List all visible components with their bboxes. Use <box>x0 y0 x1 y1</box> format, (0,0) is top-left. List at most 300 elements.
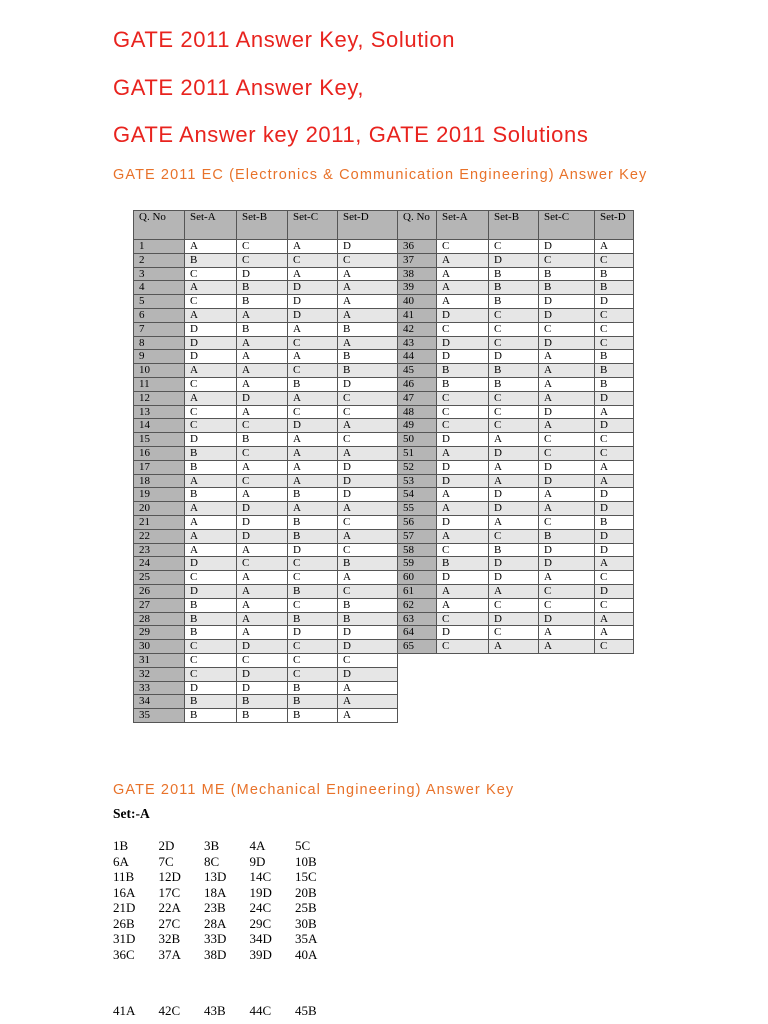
answer-cell: D <box>595 584 634 598</box>
answer-cell: C <box>288 253 338 267</box>
answer-cell: D <box>237 529 288 543</box>
table-row <box>398 460 634 474</box>
answer-cell: D <box>595 391 634 405</box>
answer-cell: C <box>437 612 489 626</box>
answer-cell: C <box>539 322 595 336</box>
answer-cell: C <box>539 446 595 460</box>
answer-cell: D <box>437 474 489 488</box>
answer-row <box>113 931 341 947</box>
answer-cell: D <box>185 557 237 571</box>
answer-cell: B <box>185 695 237 709</box>
answer-cell: A <box>288 460 338 474</box>
answer-cell: C <box>288 336 338 350</box>
answer-item: 23B <box>204 900 226 915</box>
answer-item: 3B <box>204 838 220 853</box>
answer-cell: B <box>539 281 595 295</box>
question-number-cell: 61 <box>398 584 437 598</box>
answer-cell: A <box>288 474 338 488</box>
ec-answer-table-right <box>397 210 634 654</box>
answer-cell: B <box>539 529 595 543</box>
answer-cell: B <box>437 377 489 391</box>
answer-cell: B <box>489 377 539 391</box>
answer-row <box>113 854 341 870</box>
answer-cell: A <box>338 446 398 460</box>
answer-cell: A <box>539 488 595 502</box>
answer-cell: D <box>437 626 489 640</box>
question-number-cell: 15 <box>134 433 185 447</box>
answer-cell: D <box>539 308 595 322</box>
answer-cell: A <box>539 350 595 364</box>
answer-cell: A <box>595 460 634 474</box>
column-header: Q. No <box>134 211 185 240</box>
answer-cell: A <box>539 502 595 516</box>
answer-cell: A <box>338 529 398 543</box>
answer-cell: A <box>595 405 634 419</box>
answer-cell: A <box>237 584 288 598</box>
answer-cell: C <box>185 640 237 654</box>
heading-answer-key-solutions: GATE Answer key 2011, GATE 2011 Solutions <box>113 122 589 147</box>
answer-cell: B <box>595 267 634 281</box>
answer-item: 25B <box>295 900 317 915</box>
answer-cell: A <box>237 460 288 474</box>
question-number-cell: 28 <box>134 612 185 626</box>
answer-cell: A <box>237 308 288 322</box>
table-row <box>398 529 634 543</box>
table-row <box>398 281 634 295</box>
answer-cell: A <box>489 640 539 654</box>
answer-cell: A <box>437 584 489 598</box>
table-row <box>134 584 398 598</box>
answer-cell: A <box>338 709 398 723</box>
answer-cell: B <box>288 695 338 709</box>
answer-cell: D <box>539 612 595 626</box>
table-row <box>398 322 634 336</box>
answer-item: 36C <box>113 946 135 962</box>
table-row <box>134 571 398 585</box>
answer-item: 1B <box>113 838 129 853</box>
answer-cell: D <box>437 350 489 364</box>
answer-cell: C <box>489 529 539 543</box>
answer-cell: C <box>237 653 288 667</box>
answer-item: 37A <box>158 946 181 962</box>
answer-cell: C <box>539 584 595 598</box>
answer-cell: A <box>595 474 634 488</box>
answer-cell: D <box>437 336 489 350</box>
answer-cell: C <box>288 653 338 667</box>
answer-cell: C <box>489 240 539 254</box>
answer-cell: A <box>489 433 539 447</box>
answer-cell: D <box>539 543 595 557</box>
answer-cell: C <box>489 336 539 350</box>
answer-cell: A <box>489 584 539 598</box>
answer-cell: B <box>338 557 398 571</box>
question-number-cell: 43 <box>398 336 437 350</box>
answer-cell: D <box>185 681 237 695</box>
table-row <box>398 308 634 322</box>
answer-cell: C <box>237 446 288 460</box>
answer-cell: B <box>237 295 288 309</box>
table-row <box>398 515 634 529</box>
answer-item: 41A <box>113 1003 136 1018</box>
answer-item: 44C <box>249 1003 272 1018</box>
question-number-cell: 39 <box>398 281 437 295</box>
table-row <box>134 253 398 267</box>
table-row <box>134 640 398 654</box>
answer-cell: D <box>338 640 398 654</box>
answer-cell: D <box>539 474 595 488</box>
answer-cell: B <box>288 612 338 626</box>
answer-cell: D <box>338 626 398 640</box>
answer-cell: A <box>539 626 595 640</box>
answer-cell: D <box>288 281 338 295</box>
answer-cell: B <box>288 529 338 543</box>
table-row <box>398 543 634 557</box>
answer-cell: B <box>237 322 288 336</box>
answer-cell: D <box>237 391 288 405</box>
answer-cell: A <box>288 433 338 447</box>
table-row <box>398 488 634 502</box>
question-number-cell: 12 <box>134 391 185 405</box>
answer-cell: B <box>338 612 398 626</box>
question-number-cell: 56 <box>398 515 437 529</box>
question-number-cell: 26 <box>134 584 185 598</box>
answer-cell: B <box>237 709 288 723</box>
table-row <box>134 626 398 640</box>
answer-cell: D <box>338 488 398 502</box>
question-number-cell: 40 <box>398 295 437 309</box>
answer-cell: B <box>237 281 288 295</box>
answer-cell: A <box>237 364 288 378</box>
ec-answer-table-left <box>133 210 398 723</box>
column-header: Set-C <box>539 211 595 240</box>
answer-cell: A <box>237 350 288 364</box>
answer-cell: B <box>489 364 539 378</box>
question-number-cell: 44 <box>398 350 437 364</box>
answer-cell: C <box>288 364 338 378</box>
answer-cell: C <box>288 557 338 571</box>
table-row <box>398 336 634 350</box>
answer-cell: C <box>489 322 539 336</box>
table-row <box>398 433 634 447</box>
answer-cell: B <box>338 350 398 364</box>
answer-cell: A <box>185 281 237 295</box>
answer-cell: D <box>539 557 595 571</box>
answer-cell: A <box>539 364 595 378</box>
answer-cell: D <box>595 529 634 543</box>
question-number-cell: 14 <box>134 419 185 433</box>
table-row <box>134 364 398 378</box>
answer-cell: D <box>595 502 634 516</box>
answer-cell: C <box>185 295 237 309</box>
answer-cell: A <box>237 405 288 419</box>
answer-cell: D <box>288 626 338 640</box>
answer-cell: C <box>185 405 237 419</box>
question-number-cell: 57 <box>398 529 437 543</box>
answer-cell: A <box>539 640 595 654</box>
answer-cell: A <box>338 695 398 709</box>
answer-row <box>113 869 341 885</box>
answer-cell: C <box>288 405 338 419</box>
answer-cell: C <box>185 377 237 391</box>
answer-cell: D <box>288 308 338 322</box>
question-number-cell: 36 <box>398 240 437 254</box>
answer-cell: C <box>437 322 489 336</box>
table-row <box>398 598 634 612</box>
answer-cell: A <box>338 681 398 695</box>
answer-cell: C <box>437 240 489 254</box>
answer-cell: D <box>437 515 489 529</box>
answer-cell: D <box>437 460 489 474</box>
answer-cell: D <box>185 322 237 336</box>
question-number-cell: 8 <box>134 336 185 350</box>
answer-item: 30B <box>295 915 317 931</box>
answer-item: 26B <box>113 915 135 931</box>
answer-item: 11B <box>113 869 135 884</box>
answer-item: 10B <box>295 853 317 869</box>
answer-cell: C <box>595 433 634 447</box>
answer-cell: C <box>338 653 398 667</box>
table-row <box>398 502 634 516</box>
table-row <box>398 391 634 405</box>
table-row <box>134 598 398 612</box>
answer-cell: D <box>288 295 338 309</box>
answer-cell: D <box>539 295 595 309</box>
answer-cell: C <box>489 405 539 419</box>
answer-cell: A <box>595 612 634 626</box>
answer-cell: C <box>489 308 539 322</box>
answer-cell: C <box>338 253 398 267</box>
answer-row <box>113 838 341 854</box>
question-number-cell: 23 <box>134 543 185 557</box>
answer-cell: B <box>288 377 338 391</box>
answer-cell: B <box>539 267 595 281</box>
answer-cell: D <box>237 640 288 654</box>
table-row <box>134 240 398 254</box>
answer-cell: C <box>437 543 489 557</box>
answer-item: 8C <box>204 853 220 869</box>
answer-cell: D <box>595 543 634 557</box>
table-row <box>134 433 398 447</box>
question-number-cell: 58 <box>398 543 437 557</box>
answer-cell: C <box>437 391 489 405</box>
answer-cell: A <box>185 515 237 529</box>
column-header: Set-A <box>437 211 489 240</box>
answer-cell: A <box>489 474 539 488</box>
answer-cell: A <box>185 474 237 488</box>
table-row <box>398 267 634 281</box>
answer-cell: A <box>237 488 288 502</box>
answer-cell: C <box>338 515 398 529</box>
question-number-cell: 6 <box>134 308 185 322</box>
question-number-cell: 48 <box>398 405 437 419</box>
answer-cell: A <box>489 515 539 529</box>
answer-cell: D <box>288 543 338 557</box>
answer-item: 40A <box>295 946 318 962</box>
answer-cell: C <box>185 419 237 433</box>
table-row <box>398 612 634 626</box>
answer-cell: C <box>595 253 634 267</box>
answer-cell: D <box>237 667 288 681</box>
answer-cell: A <box>437 253 489 267</box>
answer-cell: A <box>338 336 398 350</box>
table-row <box>398 295 634 309</box>
table-row <box>134 557 398 571</box>
me-answer-grid <box>113 838 341 962</box>
answer-cell: C <box>237 240 288 254</box>
column-header: Set-A <box>185 211 237 240</box>
answer-cell: A <box>595 557 634 571</box>
column-header: Set-B <box>489 211 539 240</box>
answer-cell: B <box>288 709 338 723</box>
answer-cell: C <box>288 598 338 612</box>
answer-cell: A <box>288 322 338 336</box>
question-number-cell: 24 <box>134 557 185 571</box>
question-number-cell: 38 <box>398 267 437 281</box>
answer-item: 12D <box>158 869 181 884</box>
question-number-cell: 52 <box>398 460 437 474</box>
answer-cell: A <box>288 502 338 516</box>
answer-cell: A <box>338 419 398 433</box>
answer-cell: B <box>185 626 237 640</box>
answer-cell: C <box>338 543 398 557</box>
answer-cell: A <box>595 626 634 640</box>
table-row <box>398 253 634 267</box>
answer-cell: C <box>539 598 595 612</box>
table-row <box>134 529 398 543</box>
answer-cell: C <box>338 584 398 598</box>
question-number-cell: 60 <box>398 571 437 585</box>
answer-cell: C <box>595 598 634 612</box>
question-number-cell: 62 <box>398 598 437 612</box>
answer-cell: B <box>437 557 489 571</box>
answer-cell: B <box>595 364 634 378</box>
me-answer-grid-continued <box>113 1003 341 1019</box>
question-number-cell: 27 <box>134 598 185 612</box>
answer-cell: C <box>595 446 634 460</box>
answer-row <box>113 900 341 916</box>
answer-cell: A <box>185 391 237 405</box>
table-row <box>134 322 398 336</box>
question-number-cell: 41 <box>398 308 437 322</box>
answer-cell: D <box>489 446 539 460</box>
table-row <box>398 350 634 364</box>
answer-cell: D <box>237 515 288 529</box>
answer-cell: B <box>338 364 398 378</box>
answer-item: 38D <box>204 946 227 962</box>
answer-row <box>113 885 341 901</box>
answer-cell: D <box>437 571 489 585</box>
answer-cell: A <box>237 598 288 612</box>
answer-item: 5C <box>295 838 311 853</box>
answer-cell: C <box>595 322 634 336</box>
answer-cell: C <box>437 640 489 654</box>
answer-cell: C <box>237 557 288 571</box>
table-row <box>134 681 398 695</box>
answer-cell: B <box>185 460 237 474</box>
answer-cell: D <box>237 681 288 695</box>
table-row <box>134 653 398 667</box>
answer-cell: A <box>338 308 398 322</box>
answer-cell: D <box>185 336 237 350</box>
answer-cell: C <box>338 433 398 447</box>
answer-cell: C <box>539 515 595 529</box>
answer-cell: D <box>338 474 398 488</box>
me-section-title: GATE 2011 ME (Mechanical Engineering) Answer Key <box>113 782 515 798</box>
answer-item: 34D <box>249 931 272 946</box>
question-number-cell: 35 <box>134 709 185 723</box>
answer-cell: D <box>338 240 398 254</box>
question-number-cell: 17 <box>134 460 185 474</box>
answer-cell: A <box>489 460 539 474</box>
answer-cell: B <box>237 695 288 709</box>
table-row <box>398 474 634 488</box>
answer-cell: D <box>595 419 634 433</box>
answer-cell: D <box>338 460 398 474</box>
answer-cell: D <box>338 667 398 681</box>
table-row <box>134 446 398 460</box>
table-row <box>134 488 398 502</box>
question-number-cell: 32 <box>134 667 185 681</box>
table-row <box>134 612 398 626</box>
question-number-cell: 46 <box>398 377 437 391</box>
answer-cell: D <box>185 350 237 364</box>
answer-cell: C <box>237 474 288 488</box>
table-row <box>398 405 634 419</box>
question-number-cell: 47 <box>398 391 437 405</box>
question-number-cell: 30 <box>134 640 185 654</box>
answer-cell: D <box>539 336 595 350</box>
question-number-cell: 55 <box>398 502 437 516</box>
answer-cell: A <box>338 267 398 281</box>
table-row <box>134 405 398 419</box>
answer-cell: B <box>288 584 338 598</box>
question-number-cell: 7 <box>134 322 185 336</box>
answer-item: 19D <box>249 884 272 900</box>
answer-cell: C <box>489 391 539 405</box>
answer-cell: A <box>288 267 338 281</box>
answer-item: 28A <box>204 915 227 931</box>
answer-cell: A <box>437 502 489 516</box>
answer-cell: C <box>489 419 539 433</box>
answer-cell: A <box>185 502 237 516</box>
table-row <box>398 557 634 571</box>
table-row <box>398 446 634 460</box>
answer-cell: A <box>185 529 237 543</box>
question-number-cell: 45 <box>398 364 437 378</box>
answer-cell: A <box>539 571 595 585</box>
table-row <box>134 377 398 391</box>
table-row <box>398 584 634 598</box>
question-number-cell: 33 <box>134 681 185 695</box>
answer-cell: C <box>489 626 539 640</box>
answer-cell: C <box>237 419 288 433</box>
answer-cell: C <box>437 405 489 419</box>
answer-cell: B <box>595 377 634 391</box>
answer-cell: D <box>237 502 288 516</box>
answer-cell: A <box>539 377 595 391</box>
question-number-cell: 34 <box>134 695 185 709</box>
question-number-cell: 19 <box>134 488 185 502</box>
answer-item: 6A <box>113 853 129 869</box>
answer-cell: D <box>185 433 237 447</box>
answer-cell: D <box>489 612 539 626</box>
answer-cell: C <box>539 253 595 267</box>
question-number-cell: 18 <box>134 474 185 488</box>
table-row <box>134 667 398 681</box>
answer-cell: B <box>288 515 338 529</box>
answer-cell: A <box>437 267 489 281</box>
answer-cell: C <box>288 640 338 654</box>
